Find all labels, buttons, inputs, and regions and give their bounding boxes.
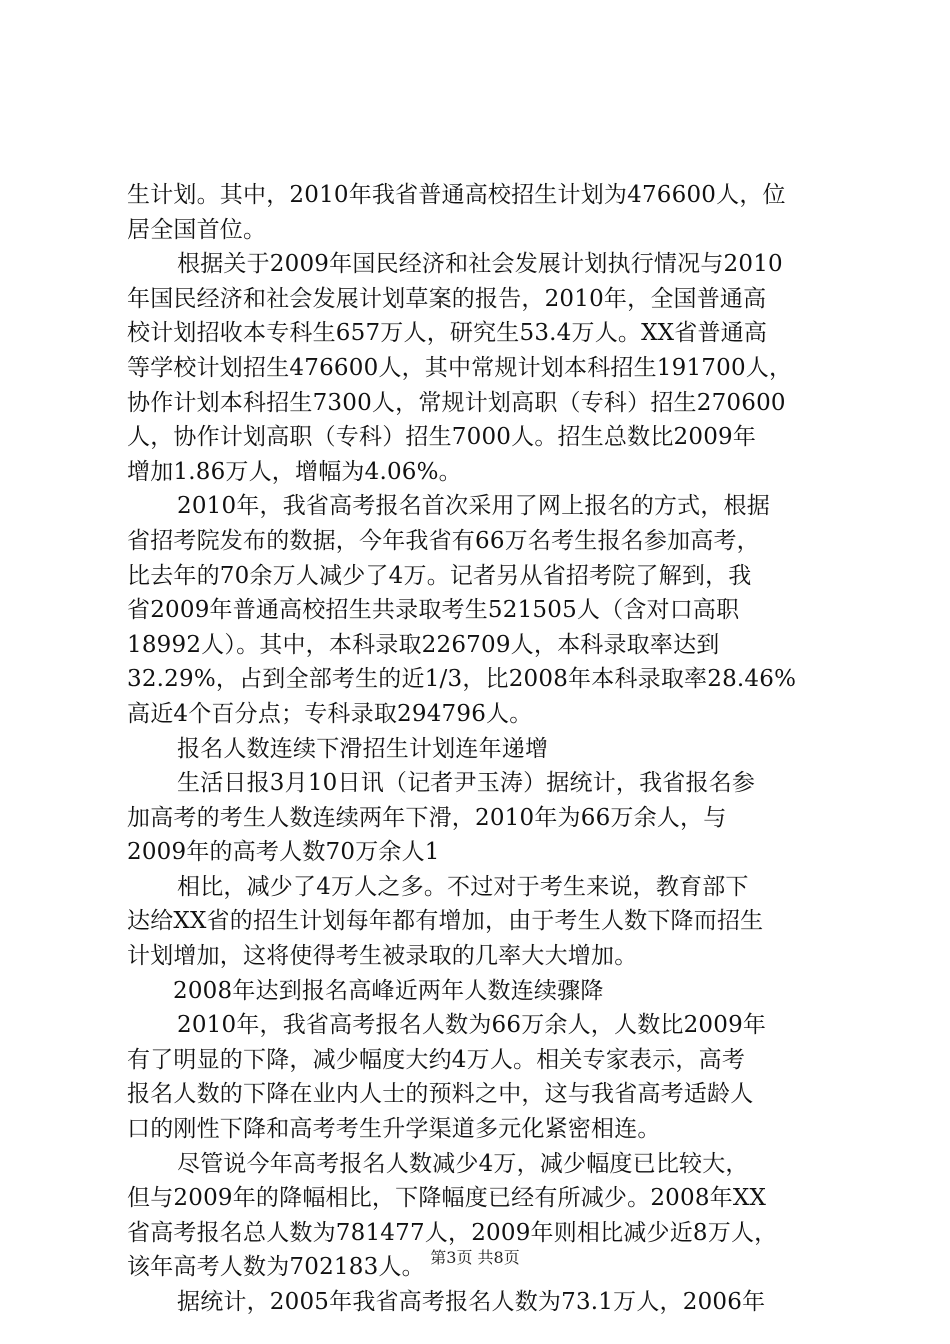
page-number-footer: 第3页 共8页 <box>430 1248 520 1267</box>
text-line: 等学校计划招生476600人，其中常规计划本科招生191700人， <box>127 354 793 381</box>
text-line: 该年高考人数为702183人。 <box>127 1254 425 1281</box>
text-line: 2010年，我省高考报名首次采用了网上报名的方式，根据 <box>177 493 770 520</box>
text-line: 口的刚性下降和高考考生升学渠道多元化紧密相连。 <box>127 1116 661 1143</box>
text-line: 尽管说今年高考报名人数减少4万，减少幅度已比较大， <box>177 1150 749 1177</box>
text-line: 居全国首位。 <box>127 216 267 243</box>
text-line: 比去年的70余万人减少了4万。记者另从省招考院了解到，我 <box>127 562 752 589</box>
text-line: 2009年的高考人数70万余人1 <box>127 839 440 866</box>
text-line: 高近4个百分点；专科录取294796人。 <box>127 700 533 727</box>
text-line: 年国民经济和社会发展计划草案的报告，2010年，全国普通高 <box>127 285 767 312</box>
text-line: 生活日报3月10日讯（记者尹玉涛）据统计，我省报名参 <box>177 770 756 797</box>
document-body <box>127 178 837 1320</box>
text-line: 根据关于2009年国民经济和社会发展计划执行情况与2010 <box>177 251 783 278</box>
text-line: 省招考院发布的数据，今年我省有66万名考生报名参加高考， <box>127 527 760 554</box>
text-line: 2010年，我省高考报名人数为66万余人，人数比2009年 <box>177 1012 767 1039</box>
section-heading: 2008年达到报名高峰近两年人数连续骤降 <box>173 977 604 1004</box>
section-heading: 报名人数连续下滑招生计划连年递增 <box>177 735 549 762</box>
text-line: 人，协作计划高职（专科）招生7000人。招生总数比2009年 <box>127 424 757 451</box>
text-line: 有了明显的下降，减少幅度大约4万人。相关专家表示，高考 <box>127 1046 746 1073</box>
text-line: 计划增加，这将使得考生被录取的几率大大增加。 <box>127 943 638 970</box>
text-line: 报名人数的下降在业内人士的预料之中，这与我省高考适龄人 <box>127 1081 754 1108</box>
text-line: 省2009年普通高校招生共录取考生521505人（含对口高职 <box>127 597 740 624</box>
text-line: 生计划。其中，2010年我省普通高校招生计划为476600人，位 <box>127 182 786 208</box>
text-line: 省高考报名总人数为781477人，2009年则相比减少近8万人， <box>127 1219 778 1246</box>
text-line: 32.29%，占到全部考生的近1/3，比2008年本科录取率28.46% <box>127 666 797 693</box>
text-line: 达给XX省的招生计划每年都有增加，由于考生人数下降而招生 <box>127 908 764 935</box>
text-line: 协作计划本科招生7300人，常规计划高职（专科）招生270600 <box>127 389 786 416</box>
text-line: 校计划招收本专科生657万人，研究生53.4万人。XX省普通高 <box>127 320 768 347</box>
text-line: 据统计，2005年我省高考报名人数为73.1万人，2006年 <box>177 1289 766 1315</box>
text-line: 但与2009年的降幅相比，下降幅度已经有所减少。2008年XX <box>127 1185 767 1212</box>
text-line: 相比，减少了4万人之多。不过对于考生来说，教育部下 <box>177 873 749 900</box>
text-line: 增加1.86万人，增幅为4.06%。 <box>127 458 462 485</box>
text-line: 加高考的考生人数连续两年下滑，2010年为66万余人，与 <box>127 804 727 831</box>
text-line: 18992人）。其中，本科录取226709人，本科录取率达到 <box>127 631 720 658</box>
